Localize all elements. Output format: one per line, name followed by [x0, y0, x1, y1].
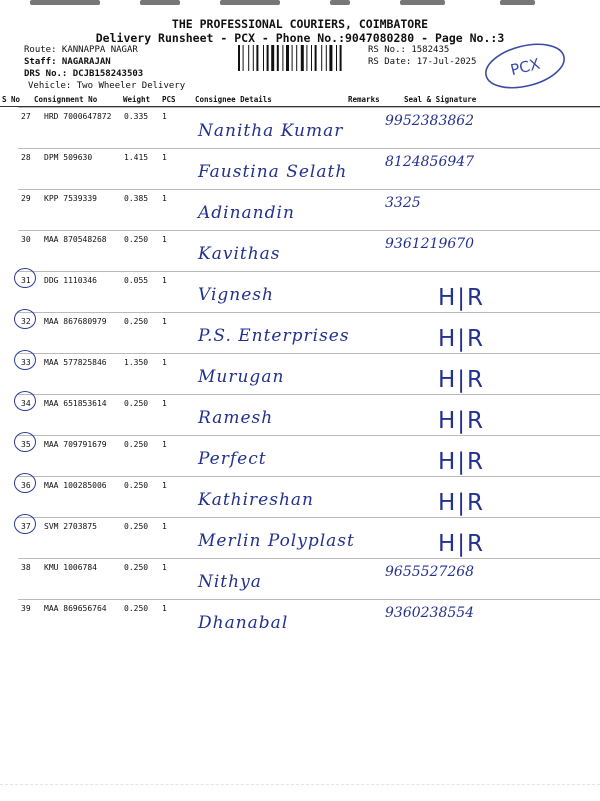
row-hr-mark: H|R — [438, 408, 486, 434]
row-weight: 0.250 — [124, 440, 149, 449]
route-label: Route: KANNAPPA NAGAR — [24, 45, 138, 55]
table-row — [0, 476, 600, 517]
row-consignee-name: P.S. Enterprises — [198, 326, 350, 346]
row-weight: 1.415 — [124, 153, 149, 162]
sno-circle-mark — [14, 268, 36, 288]
row-weight: 0.250 — [124, 235, 149, 244]
row-sno: 29 — [21, 194, 31, 203]
row-pcs: 1 — [162, 522, 167, 531]
row-consignee-name: Kathireshan — [198, 490, 314, 510]
row-pcs: 1 — [162, 440, 167, 449]
row-consignee-name: Adinandin — [198, 203, 295, 223]
row-signature: 9655527268 — [385, 564, 475, 580]
row-consignee-name: Nanitha Kumar — [198, 121, 344, 141]
row-pcs: 1 — [162, 358, 167, 367]
col-remarks: Remarks — [348, 95, 380, 104]
row-pcs: 1 — [162, 153, 167, 162]
row-consignment: MAA 709791679 — [44, 440, 107, 449]
sno-circle-mark — [14, 350, 36, 370]
row-consignee-name: Nithya — [198, 572, 262, 592]
row-signature: 8124856947 — [385, 154, 475, 170]
row-pcs: 1 — [162, 317, 167, 326]
sno-circle-mark — [14, 514, 36, 534]
row-consignee-name: Perfect — [198, 449, 267, 469]
row-pcs: 1 — [162, 604, 167, 613]
row-hr-mark: H|R — [438, 367, 486, 393]
row-consignment: MAA 869656764 — [44, 604, 107, 613]
table-row — [0, 435, 600, 476]
row-consignment: DDG 1110346 — [44, 276, 97, 285]
table-row — [0, 312, 600, 353]
table-row — [0, 353, 600, 394]
svg-text:PCX: PCX — [508, 54, 542, 80]
row-sno: 27 — [21, 112, 31, 121]
row-consignee-name: Ramesh — [198, 408, 274, 428]
row-weight: 0.250 — [124, 563, 149, 572]
table-row — [0, 107, 600, 148]
company-title: THE PROFESSIONAL COURIERS, COIMBATORE — [171, 17, 429, 31]
row-weight: 0.385 — [124, 194, 149, 203]
row-consignee-name: Kavithas — [198, 244, 281, 264]
rs-date: RS Date: 17-Jul-2025 — [368, 57, 477, 67]
row-signature: 9361219670 — [385, 236, 475, 252]
table-row — [0, 271, 600, 312]
row-sno: 32 — [21, 317, 31, 326]
drs-label: DRS No.: DCJB158243503 — [24, 69, 144, 79]
vehicle-label: Vehicle: Two Wheeler Delivery — [28, 81, 186, 91]
row-consignment: MAA 100285006 — [44, 481, 107, 490]
row-signature: 9360238554 — [385, 605, 475, 621]
row-pcs: 1 — [162, 194, 167, 203]
row-sno: 37 — [21, 522, 31, 531]
row-sno: 36 — [21, 481, 31, 490]
row-sno: 39 — [21, 604, 31, 613]
row-weight: 0.250 — [124, 399, 149, 408]
row-pcs: 1 — [162, 399, 167, 408]
sno-circle-mark — [14, 391, 36, 411]
row-consignment: HRD 7000647872 — [44, 112, 112, 121]
row-weight: 0.055 — [124, 276, 149, 285]
row-sno: 38 — [21, 563, 31, 572]
row-hr-mark: H|R — [438, 326, 486, 352]
col-consignee: Consignee Details — [195, 95, 272, 104]
page-bottom-edge — [0, 784, 600, 801]
row-consignee-name: Merlin Polyplast — [198, 531, 355, 551]
row-consignment: MAA 867680979 — [44, 317, 107, 326]
row-pcs: 1 — [162, 563, 167, 572]
row-weight: 0.250 — [124, 481, 149, 490]
sno-circle-mark — [14, 432, 36, 452]
table-row — [0, 517, 600, 558]
row-consignment: KMU 1006784 — [44, 563, 97, 572]
torn-top-edge — [0, 0, 600, 8]
row-hr-mark: H|R — [438, 449, 486, 475]
col-pcs: PCS — [162, 95, 176, 104]
row-sno: 35 — [21, 440, 31, 449]
pcx-stamp — [480, 42, 570, 90]
row-sno: 31 — [21, 276, 31, 285]
barcode-image — [238, 45, 362, 71]
table-row — [0, 230, 600, 271]
row-weight: 1.350 — [124, 358, 149, 367]
col-weight: Weight — [123, 95, 151, 104]
table-row — [0, 558, 600, 599]
staff-label: Staff: NAGARAJAN — [24, 57, 111, 67]
sno-circle-mark — [14, 309, 36, 329]
table-row — [0, 599, 600, 640]
table-row — [0, 394, 600, 435]
row-consignment: MAA 577825846 — [44, 358, 107, 367]
row-consignment: DPM 509630 — [44, 153, 93, 162]
row-hr-mark: H|R — [438, 490, 486, 516]
row-weight: 0.250 — [124, 604, 149, 613]
row-pcs: 1 — [162, 235, 167, 244]
col-consignment: Consignment No — [34, 95, 98, 104]
row-consignee-name: Dhanabal — [198, 613, 289, 633]
row-weight: 0.250 — [124, 522, 149, 531]
table-row — [0, 189, 600, 230]
row-hr-mark: H|R — [438, 285, 486, 311]
row-sno: 30 — [21, 235, 31, 244]
row-pcs: 1 — [162, 276, 167, 285]
table-row — [0, 148, 600, 189]
row-consignee-name: Vignesh — [198, 285, 274, 305]
rs-number: RS No.: 1582435 — [368, 45, 450, 55]
row-sno: 28 — [21, 153, 31, 162]
row-consignment: MAA 651853614 — [44, 399, 107, 408]
row-signature: 3325 — [385, 195, 421, 211]
row-pcs: 1 — [162, 481, 167, 490]
row-consignee-name: Faustina Selath — [198, 162, 348, 182]
row-consignment: KPP 7539339 — [44, 194, 97, 203]
row-consignment: MAA 870548268 — [44, 235, 107, 244]
col-seal: Seal & Signature — [404, 95, 477, 104]
row-weight: 0.250 — [124, 317, 149, 326]
sno-circle-mark — [14, 473, 36, 493]
row-hr-mark: H|R — [438, 531, 486, 557]
row-signature: 9952383862 — [385, 113, 475, 129]
row-sno: 34 — [21, 399, 31, 408]
row-sno: 33 — [21, 358, 31, 367]
row-weight: 0.335 — [124, 112, 149, 121]
col-sno: S No — [2, 95, 21, 104]
runsheet-title: Delivery Runsheet - PCX - Phone No.:9047080280 - Page No.:3 — [95, 31, 505, 45]
row-consignee-name: Murugan — [198, 367, 285, 387]
row-consignment: SVM 2703875 — [44, 522, 97, 531]
row-pcs: 1 — [162, 112, 167, 121]
